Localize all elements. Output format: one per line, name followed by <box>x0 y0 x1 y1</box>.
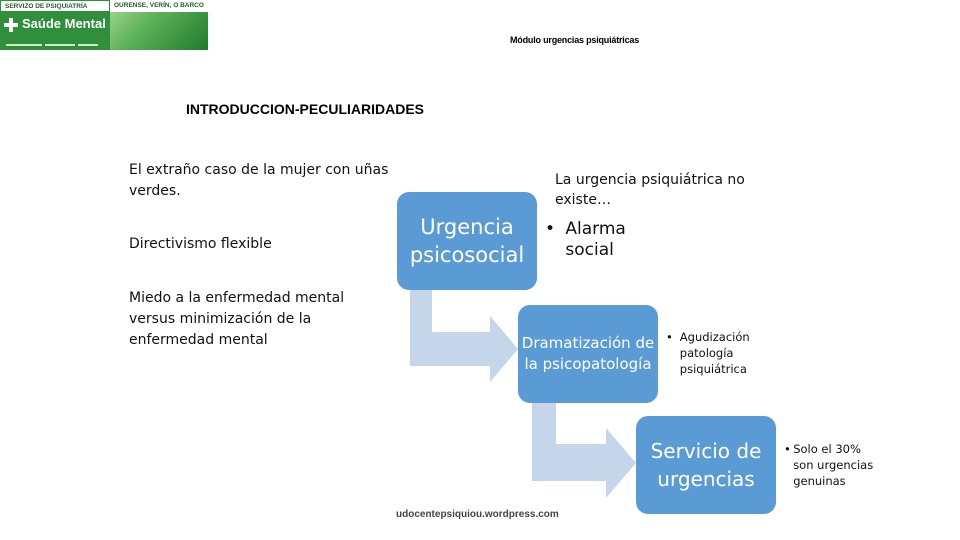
left-item-1: El extraño caso de la mujer con uñas verdes. <box>129 162 389 199</box>
logo-title: Saúde Mental <box>22 16 106 31</box>
box3-bullet <box>784 441 873 489</box>
bent-arrow-2 <box>532 403 636 498</box>
left-item-2: Directivismo flexible <box>129 236 272 252</box>
servicio-urgencias-box <box>636 416 776 514</box>
bent-arrow-1 <box>410 290 518 382</box>
box3-label: Servicio de urgencias <box>650 439 762 491</box>
box3-bullet-line-1: Solo el 30% <box>793 442 861 456</box>
box1-label: Urgencia psicosocial <box>409 215 525 267</box>
urgencia-psicosocial-box <box>397 192 537 290</box>
footer-url: udocentepsiquiou.wordpress.com <box>396 509 559 520</box>
section-title: INTRODUCCION-PECULIARIDADES <box>186 101 424 117</box>
module-title: Módulo urgencias psiquiátricas <box>510 35 640 45</box>
left-item-3: Miedo a la enfermedad mental versus minimización de la enfermedad mental <box>129 290 345 348</box>
dramatizacion-box <box>518 305 658 403</box>
box2-bullet-line-2: patología <box>679 346 734 360</box>
right-note: La urgencia psiquiátrica no existe… <box>555 172 745 208</box>
bullet-dot-icon: • <box>545 219 556 239</box>
box1-bullet-line-2: social <box>565 240 614 260</box>
box2-bullet-line-1: Agudización <box>679 330 750 344</box>
bullet-dot-icon: • <box>666 330 673 344</box>
bullet-dot-icon: • <box>784 442 791 456</box>
box2-bullet <box>666 329 750 377</box>
box1-bullet <box>545 219 626 261</box>
box3-bullet-line-3: genuinas <box>793 474 846 488</box>
logo-location-label: OURENSE, VERÍN, O BARCO <box>114 2 204 9</box>
box3-bullet-line-2: son urgencias <box>793 458 874 472</box>
box2-label: Dramatización de la psicopatología <box>521 334 655 373</box>
box1-bullet-line-1: Alarma <box>565 219 626 239</box>
box2-bullet-line-3: psiquiátrica <box>679 362 747 376</box>
logo-service-label: SERVIZO DE PSIQUIATRÍA <box>5 3 88 10</box>
